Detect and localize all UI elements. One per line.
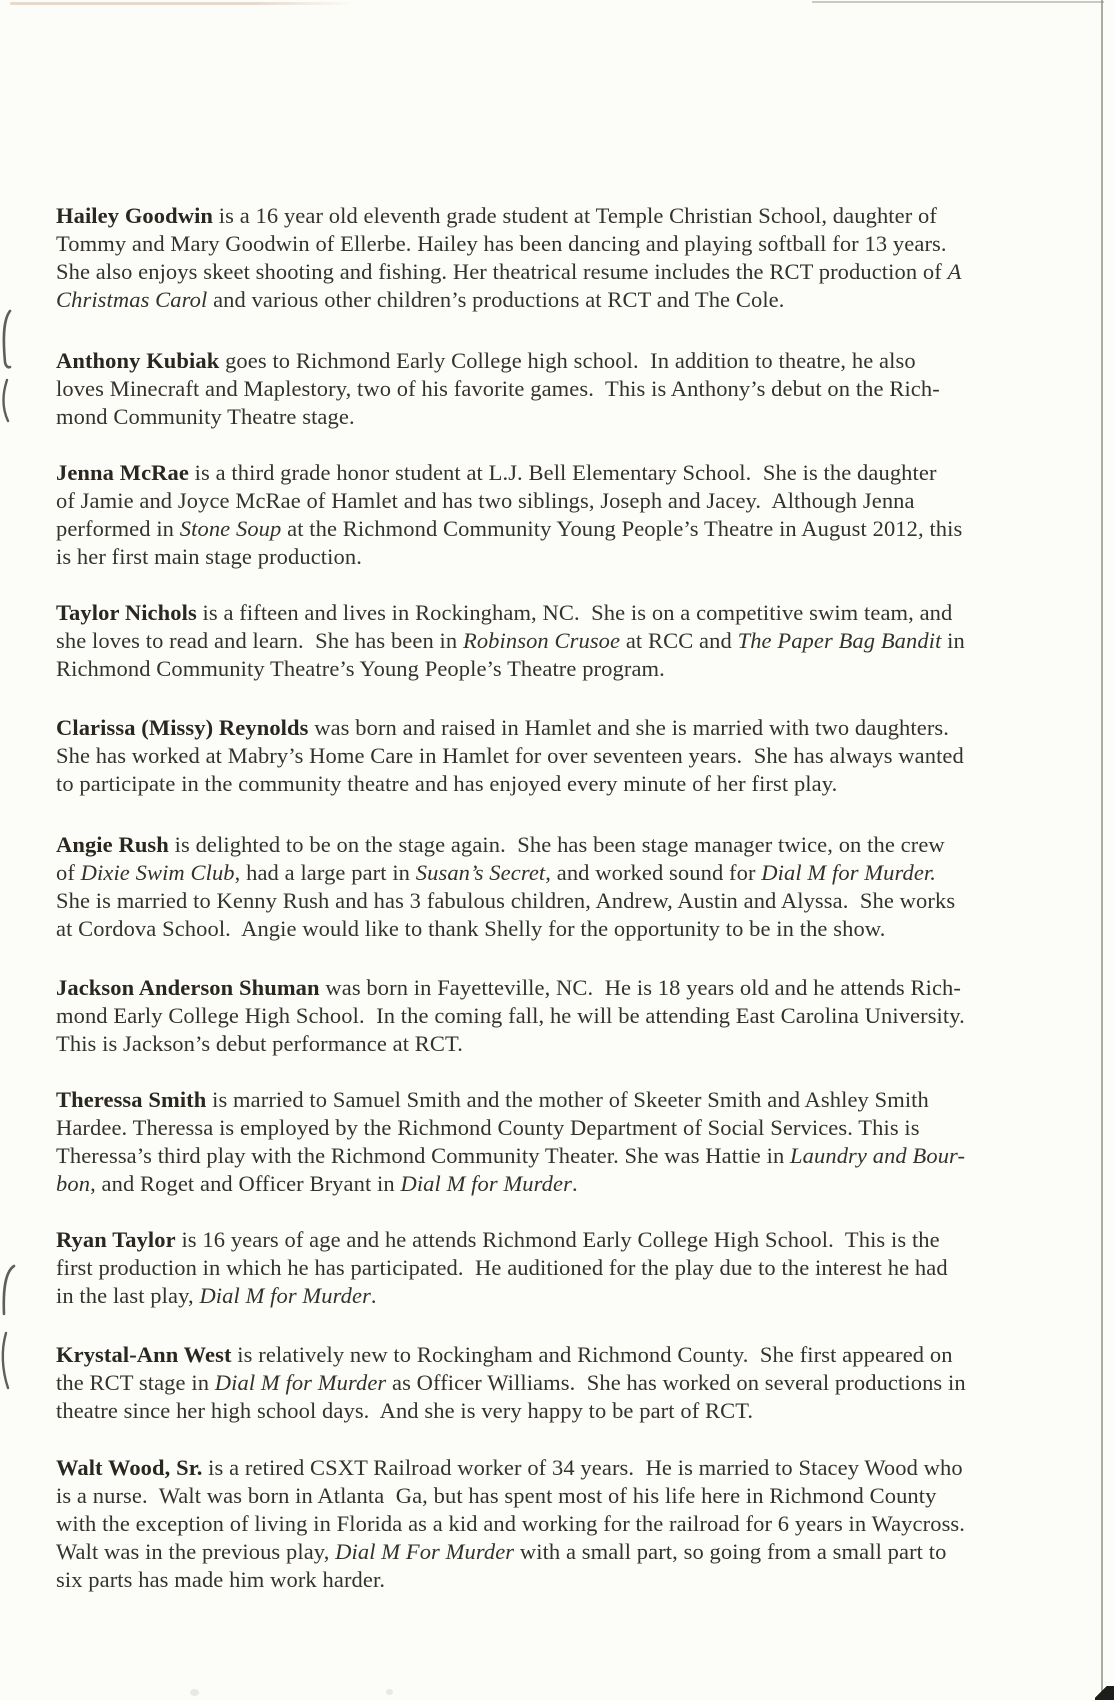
text-line: of Dixie Swim Club, had a large part in Susan’s Secret, and worked sound for Dial M for Murder. xyxy=(56,860,937,885)
text-line: Angie Rush is delighted to be on the stage again. She has been stage manager twice, on the crew xyxy=(56,832,945,857)
text-line: Christmas Carol and various other children’s productions at RCT and The Cole. xyxy=(56,287,785,312)
text-line: theatre since her high school days. And she is very happy to be part of RCT. xyxy=(56,1398,754,1423)
text-line: mond Community Theatre stage. xyxy=(56,404,355,429)
bio-paragraph-ryan-taylor xyxy=(56,1226,948,1310)
text-line: This is Jackson’s debut performance at RCT. xyxy=(56,1031,463,1056)
text-line: Tommy and Mary Goodwin of Ellerbe. Hailey has been dancing and playing softball for 13 years. xyxy=(56,231,947,256)
bio-paragraph-clarissa-reynolds xyxy=(56,714,964,798)
text-line: first production in which he has participated. He auditioned for the play due to the interest he had xyxy=(56,1255,948,1280)
bio-paragraph-jenna-mcrae xyxy=(56,459,962,571)
bio-paragraph-angie-rush xyxy=(56,831,955,943)
binding-ink-marks xyxy=(0,0,22,1700)
text-line: of Jamie and Joyce McRae of Hamlet and has two siblings, Joseph and Jacey. Although Jenna xyxy=(56,488,915,513)
scan-smudge xyxy=(190,1689,199,1696)
text-line: Walt was in the previous play, Dial M For Murder with a small part, so going from a small part to xyxy=(56,1539,947,1564)
text-line: Taylor Nichols is a fifteen and lives in Rockingham, NC. She is on a competitive swim team, and xyxy=(56,600,953,625)
text-line: at Cordova School. Angie would like to thank Shelly for the opportunity to be in the show. xyxy=(56,916,886,941)
text-line: She is married to Kenny Rush and has 3 fabulous children, Andrew, Austin and Alyssa. She works xyxy=(56,888,956,913)
text-line: loves Minecraft and Maplestory, two of his favorite games. This is Anthony’s debut on the Rich- xyxy=(56,376,940,401)
text-line: mond Early College High School. In the coming fall, he will be attending East Carolina University. xyxy=(56,1003,965,1028)
text-line: she loves to read and learn. She has been in Robinson Crusoe at RCC and The Paper Bag Bandit in xyxy=(56,628,965,653)
scan-corner-mark xyxy=(1095,1686,1114,1700)
text-line: Krystal-Ann West is relatively new to Rockingham and Richmond County. She first appeared on xyxy=(56,1342,953,1367)
text-line: Hardee. Theressa is employed by the Richmond County Department of Social Services. This is xyxy=(56,1115,920,1140)
bio-paragraph-taylor-nichols xyxy=(56,599,965,683)
scan-edge-line-top-right xyxy=(812,1,1104,3)
text-line: Clarissa (Missy) Reynolds was born and raised in Hamlet and she is married with two daughters. xyxy=(56,715,950,740)
scan-edge-line-top-left xyxy=(10,2,355,5)
bio-paragraph-anthony-kubiak xyxy=(56,347,940,431)
text-line: with the exception of living in Florida as a kid and working for the railroad for 6 years in Waycross. xyxy=(56,1511,966,1536)
bio-paragraph-walt-wood-sr xyxy=(56,1454,965,1594)
text-line: Theressa’s third play with the Richmond Community Theater. She was Hattie in Laundry and Bour- xyxy=(56,1143,966,1168)
text-line: six parts has made him work harder. xyxy=(56,1567,386,1592)
text-line: She also enjoys skeet shooting and fishing. Her theatrical resume includes the RCT production of A xyxy=(56,259,962,284)
text-line: is a nurse. Walt was born in Atlanta Ga, but has spent most of his life here in Richmond County xyxy=(56,1483,937,1508)
text-line: She has worked at Mabry’s Home Care in Hamlet for over seventeen years. She has always wanted xyxy=(56,743,964,768)
text-line: in the last play, Dial M for Murder. xyxy=(56,1283,377,1308)
text-line: Anthony Kubiak goes to Richmond Early College high school. In addition to theatre, he also xyxy=(56,348,916,373)
text-line: Ryan Taylor is 16 years of age and he attends Richmond Early College High School. This is the xyxy=(56,1227,940,1252)
scan-edge-line-right xyxy=(1101,0,1103,1700)
text-line: Jackson Anderson Shuman was born in Fayetteville, NC. He is 18 years old and he attends Rich- xyxy=(56,975,961,1000)
text-line: Hailey Goodwin is a 16 year old eleventh grade student at Temple Christian School, daughter of xyxy=(56,203,937,228)
text-line: Walt Wood, Sr. is a retired CSXT Railroad worker of 34 years. He is married to Stacey Wood who xyxy=(56,1455,963,1480)
scan-smudge xyxy=(386,1689,393,1695)
text-line: Jenna McRae is a third grade honor student at L.J. Bell Elementary School. She is the daughter xyxy=(56,460,937,485)
bio-paragraph-hailey-goodwin xyxy=(56,202,961,314)
bio-paragraph-krystal-ann-west xyxy=(56,1341,966,1425)
bio-paragraph-jackson-shuman xyxy=(56,974,965,1058)
text-line: performed in Stone Soup at the Richmond Community Young People’s Theatre in August 2012, this xyxy=(56,516,963,541)
text-line: Theressa Smith is married to Samuel Smith and the mother of Skeeter Smith and Ashley Smith xyxy=(56,1087,929,1112)
text-line: to participate in the community theatre and has enjoyed every minute of her first play. xyxy=(56,771,838,796)
text-line: the RCT stage in Dial M for Murder as Officer Williams. She has worked on several productions in xyxy=(56,1370,966,1395)
text-line: Richmond Community Theatre’s Young People’s Theatre program. xyxy=(56,656,665,681)
bio-paragraph-theressa-smith xyxy=(56,1086,965,1198)
text-line: is her first main stage production. xyxy=(56,544,362,569)
text-line: bon, and Roget and Officer Bryant in Dial M for Murder. xyxy=(56,1171,578,1196)
